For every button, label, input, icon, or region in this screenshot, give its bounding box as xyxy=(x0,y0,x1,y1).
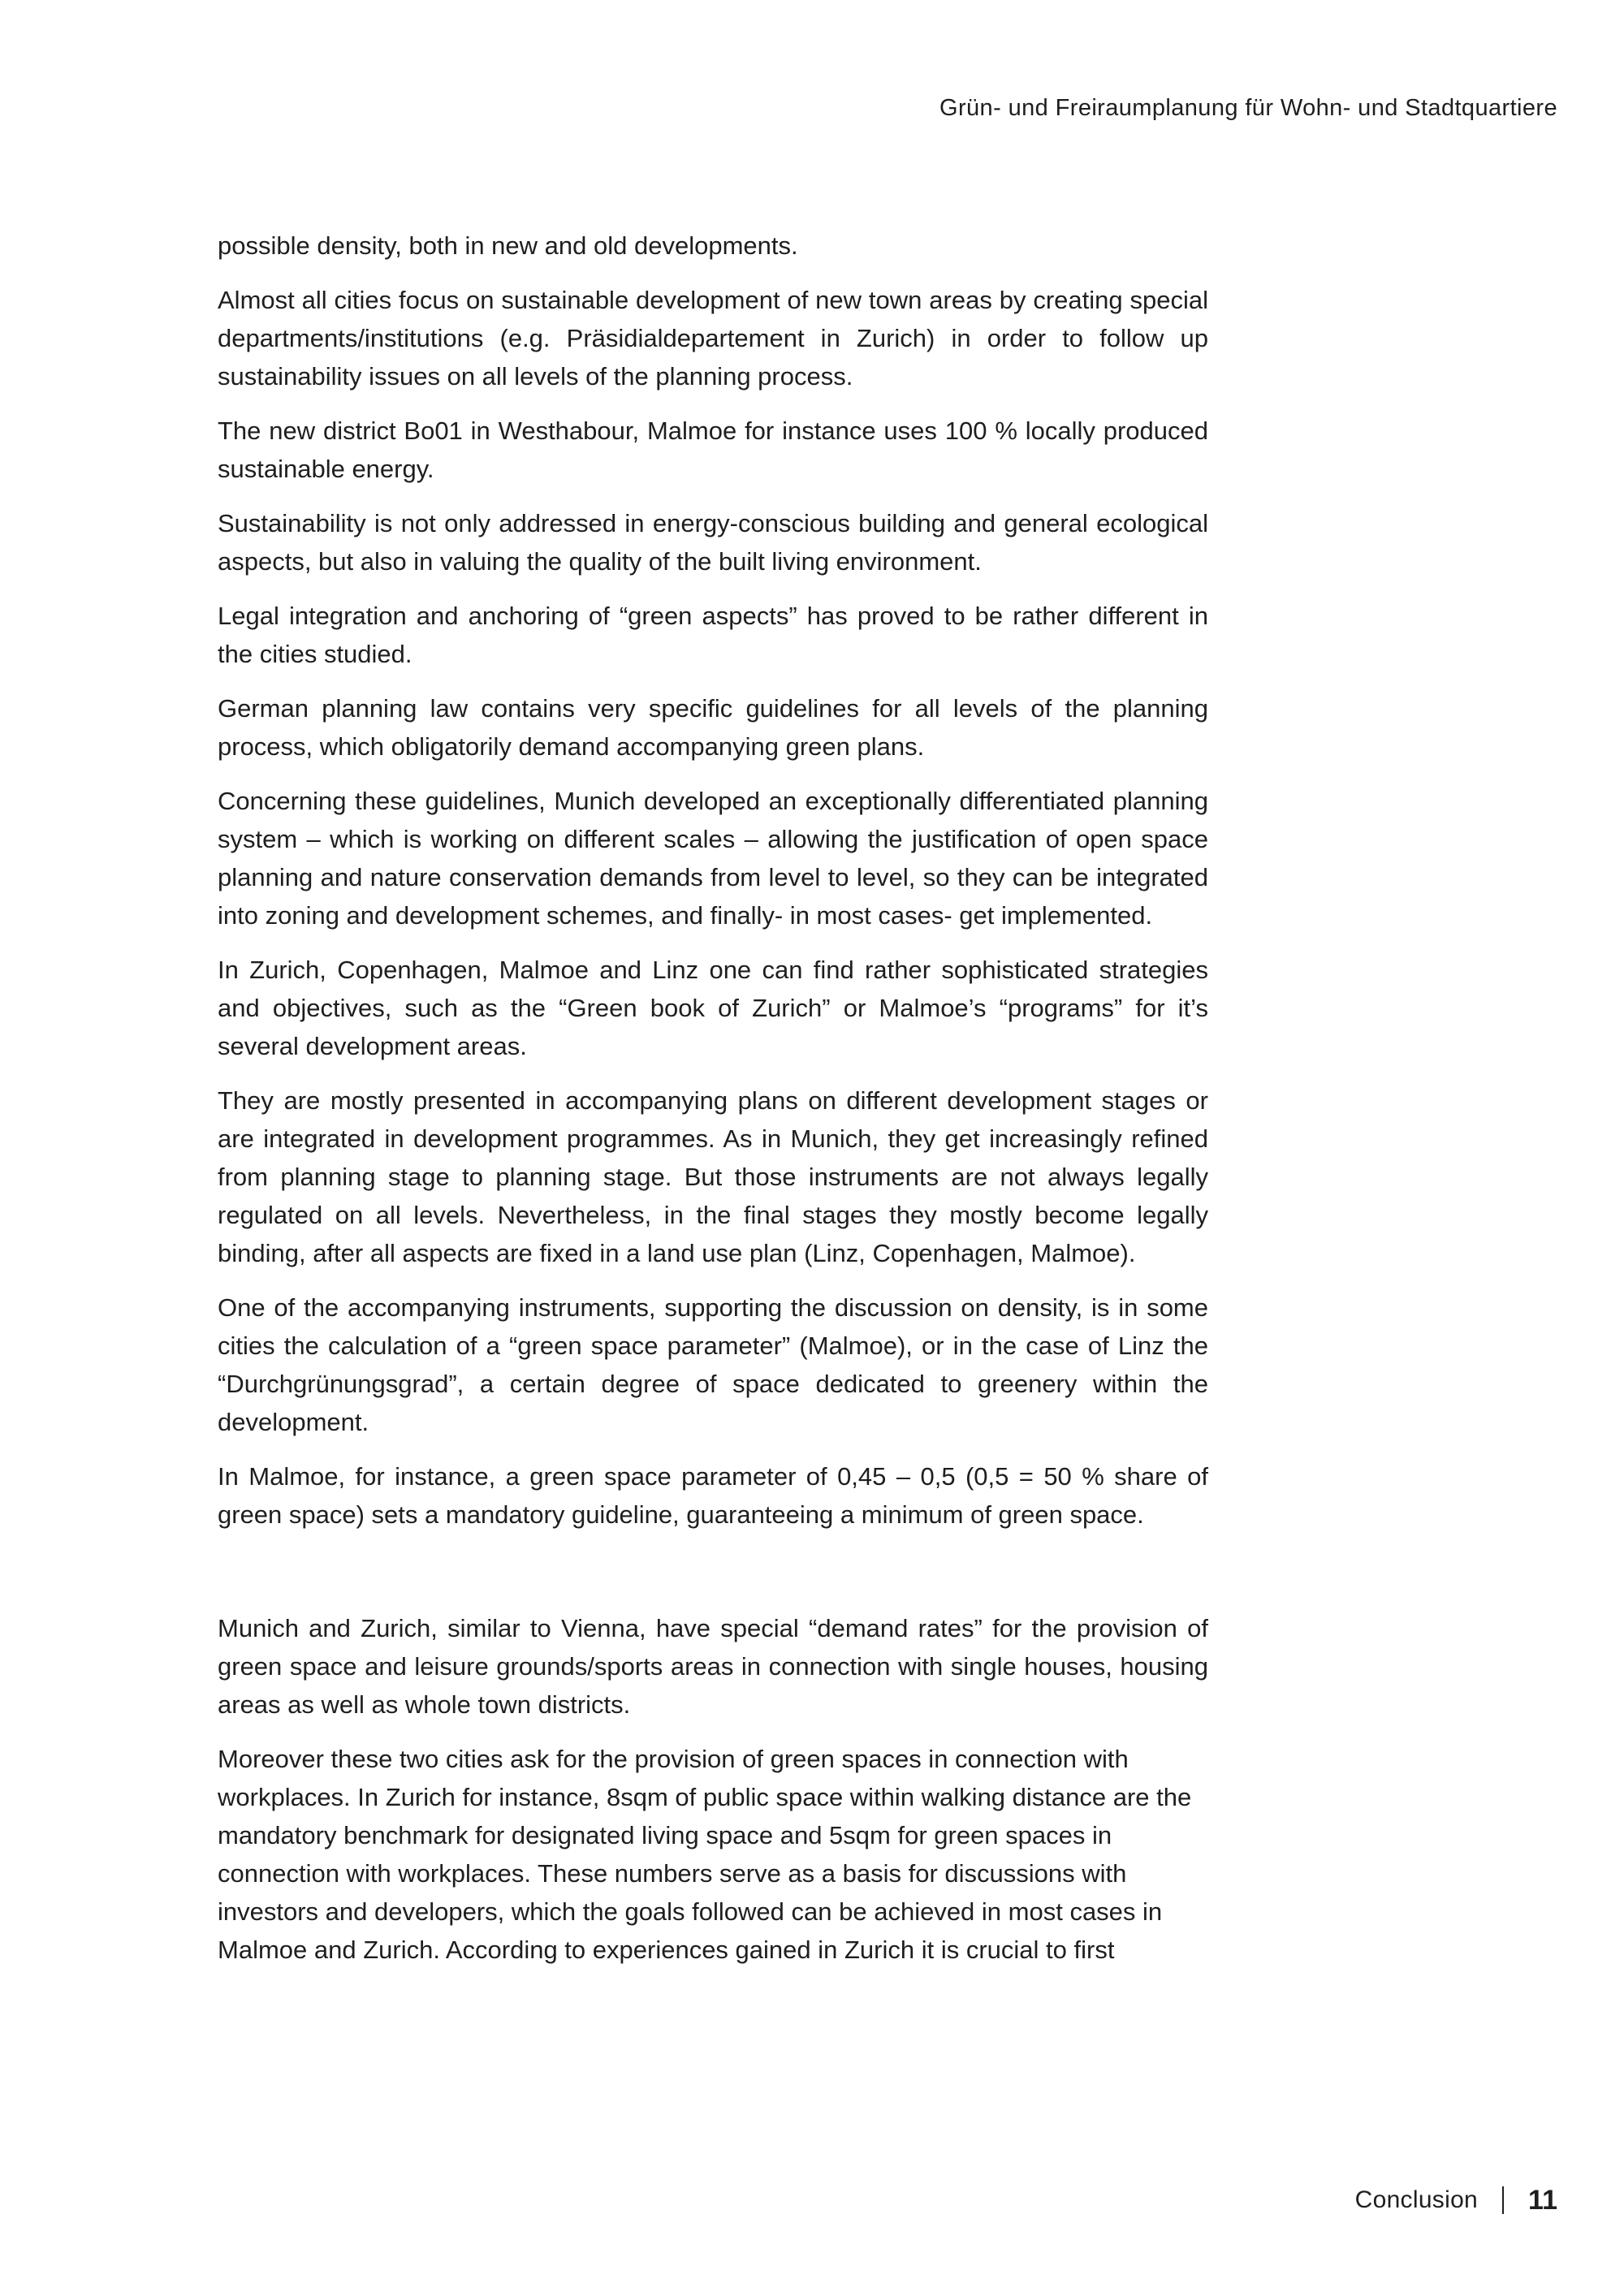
running-header: Grün- und Freiraumplanung für Wohn- und Stadtquartiere xyxy=(939,95,1557,121)
paragraph: They are mostly presented in accompanying plans on different development stages or are integrated in development programmes. As in Munich, they get increasingly refined from planning stage to planning stage. But those instruments are not always legally regulated on all levels. Nevertheless, in the final stages they mostly become legally binding, after all aspects are fixed in a land use plan (Linz, Copenhagen, Malmoe). xyxy=(218,1086,1208,1267)
footer-divider xyxy=(1502,2186,1504,2214)
paragraph: Legal integration and anchoring of “green aspects” has proved to be rather different in the cities studied. xyxy=(218,602,1208,668)
paragraph: Munich and Zurich, similar to Vienna, have special “demand rates” for the provision of green space and leisure grounds/sports areas in connection with single houses, housing areas as well as whole town districts. xyxy=(218,1614,1208,1719)
paragraph: In Malmoe, for instance, a green space parameter of 0,45 – 0,5 (0,5 = 50 % share of green space) sets a mandatory guideline, guaranteeing a minimum of green space. xyxy=(218,1462,1208,1529)
paragraph: Concerning these guidelines, Munich developed an exceptionally differentiated planning system – which is working on different scales – allowing the justification of open space planning and nature conservation demands from level to level, so they can be integrated into zoning and development schemes, and finally- in most cases- get implemented. xyxy=(218,787,1208,930)
body-text xyxy=(218,227,1208,1985)
paragraph: possible density, both in new and old developments. xyxy=(218,231,798,260)
section-gap xyxy=(218,1550,1208,1609)
paragraph: One of the accompanying instruments, supporting the discussion on density, is in some cities the calculation of a “green space parameter” (Malmoe), or in the case of Linz the “Durchgrünungsgrad”, a certain degree of space dedicated to greenery within the development. xyxy=(218,1293,1208,1436)
page-footer xyxy=(1355,2184,1557,2216)
paragraph: Moreover these two cities ask for the provision of green spaces in connection with workplaces. In Zurich for instance, 8sqm of public space within walking distance are the mandatory benchmark for designated living space and 5sqm for green spaces in connection with workplaces. These numbers serve as a basis for discussions with investors and developers, which the goals followed can be achieved in most cases in Malmoe and Zurich. According to experiences gained in Zurich it is crucial to first xyxy=(218,1745,1192,1964)
paragraph: German planning law contains very specific guidelines for all levels of the planning process, which obligatorily demand accompanying green plans. xyxy=(218,694,1208,761)
paragraph: Sustainability is not only addressed in energy-conscious building and general ecological aspects, but also in valuing the quality of the built living environment. xyxy=(218,509,1208,576)
paragraph: The new district Bo01 in Westhabour, Malmoe for instance uses 100 % locally produced sustainable energy. xyxy=(218,416,1208,483)
page-number: 11 xyxy=(1528,2184,1557,2216)
paragraph: In Zurich, Copenhagen, Malmoe and Linz one can find rather sophisticated strategies and objectives, such as the “Green book of Zurich” or Malmoe’s “programs” for it’s several development areas. xyxy=(218,956,1208,1060)
footer-section-name: Conclusion xyxy=(1354,2186,1479,2213)
paragraph: Almost all cities focus on sustainable development of new town areas by creating special departments/institutions (e.g. Präsidialdepartement in Zurich) in order to follow up sustainability issues on all levels of the planning process. xyxy=(218,286,1208,391)
